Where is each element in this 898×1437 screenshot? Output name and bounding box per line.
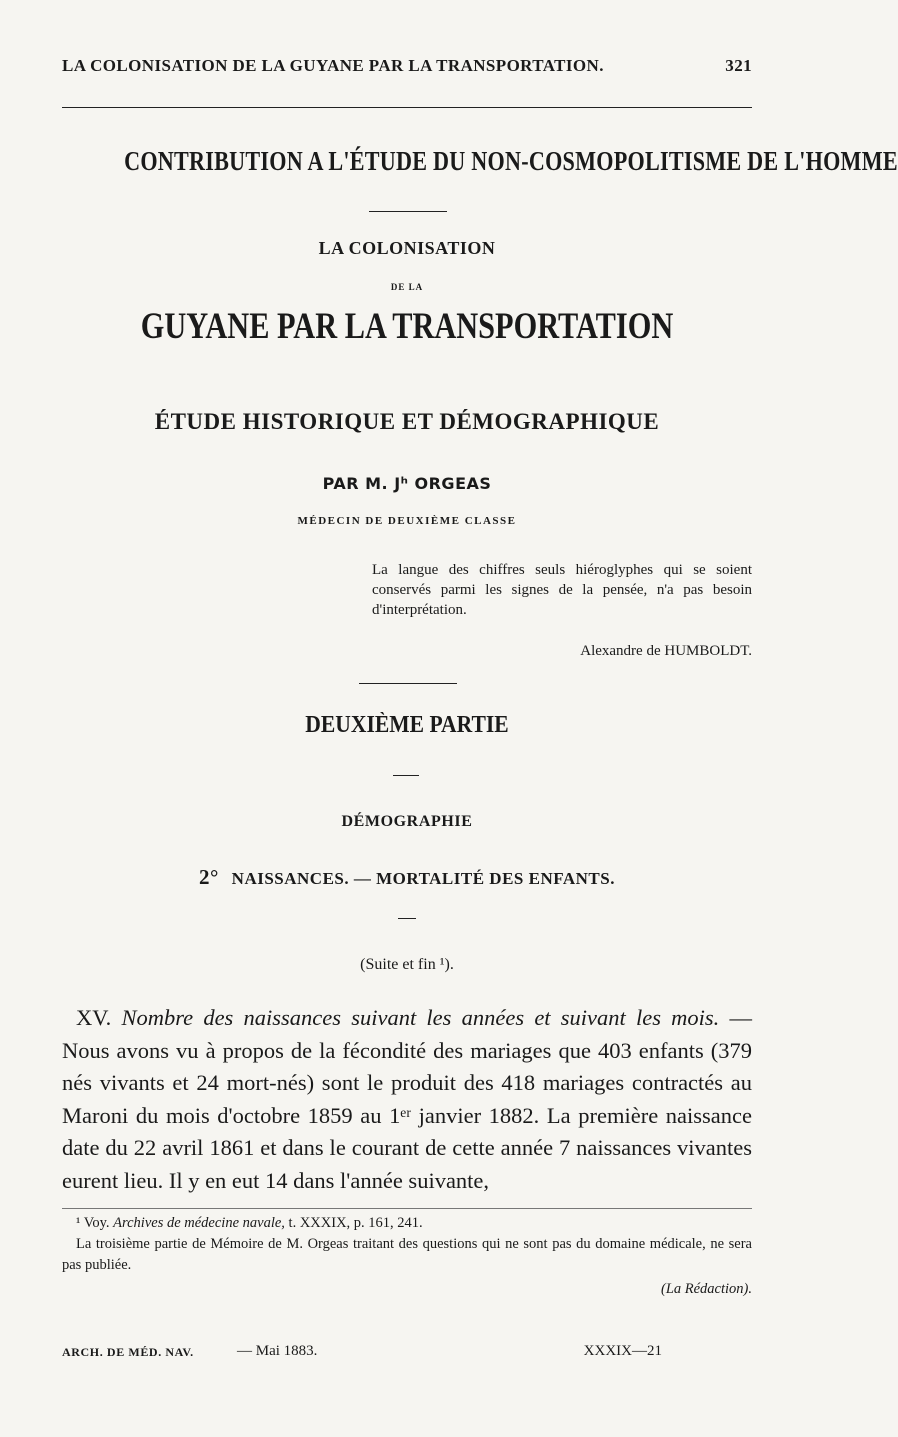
- subtitle-line-1: LA COLONISATION: [318, 238, 496, 258]
- footnote-1: [62, 1213, 752, 1234]
- epigraph: La langue des chiffres seuls hiéroglyphes qui se soient conservés parmi les signes de la pensée, n'a pas besoin d'interprétation.: [372, 562, 752, 618]
- page-footer: [62, 1343, 752, 1360]
- editor-note: (La Rédaction).: [660, 1281, 752, 1297]
- section-title: NAISSANCES. — MORTALITÉ DES ENFANTS.: [231, 869, 615, 888]
- footnote-1-marker: ¹: [76, 1215, 81, 1231]
- part-title: DEUXIÈME PARTIE: [305, 712, 509, 738]
- subtitle-de: DE LA: [390, 282, 424, 292]
- section-heading: [62, 865, 752, 890]
- paragraph-text: — Nous avons vu à propos de la fécondité des mariages que 403 enfants (379 nés vivants et 24 mort-nés) sont le produit des 418 mariages contractés au Maroni du mois d'octobre 1859 au 1ᵉʳ janvier 1882. La première naissance date du 22 avril 1861 et dans le courant de cette année 7 naissances vivantes eurent lieu. Il y en eut 14 dans l'année suivante,: [62, 1005, 753, 1193]
- footnote-1-suffix: t. XXXIX, p. 161, 241.: [284, 1215, 423, 1231]
- subtitle-line-3: ÉTUDE HISTORIQUE ET DÉMOGRAPHIQUE: [154, 409, 660, 434]
- epigraph-attribution: Alexandre de HUMBOLDT.: [580, 643, 752, 659]
- part-divider: [393, 775, 419, 776]
- body-paragraph: [62, 1002, 752, 1197]
- running-head: [62, 56, 752, 76]
- footnotes: [62, 1213, 752, 1300]
- section-number: 2°: [199, 865, 219, 889]
- section-divider: [398, 918, 416, 919]
- footer-volume: XXXIX—21: [583, 1343, 662, 1359]
- part-subtitle: DÉMOGRAPHIE: [341, 813, 473, 830]
- footnote-2: La troisième partie de Mémoire de M. Orgeas traitant des questions qui ne sont pas du domaine médicale, ne sera pas publiée.: [62, 1236, 752, 1273]
- subtitle-line-2: GUYANE PAR LA TRANSPORTATION: [140, 306, 674, 347]
- author: PAR M. Jʰ ORGEAS: [322, 474, 492, 493]
- paragraph-heading: Nombre des naissances suivant les années et suivant les mois.: [121, 1005, 720, 1030]
- author-rank: MÉDECIN DE DEUXIÈME CLASSE: [297, 515, 517, 527]
- footer-journal: ARCH. DE MÉD. NAV.: [62, 1345, 194, 1359]
- epigraph-divider: [359, 683, 457, 684]
- continuation-note: (Suite et fin ¹).: [360, 956, 454, 973]
- running-head-title: LA COLONISATION DE LA GUYANE PAR LA TRANSPORTATION.: [62, 56, 604, 75]
- paragraph-number: XV.: [76, 1005, 112, 1030]
- footnote-rule: [62, 1208, 752, 1209]
- header-rule: [62, 107, 752, 108]
- title-divider: [369, 211, 447, 212]
- main-title: CONTRIBUTION A L'ÉTUDE DU NON-COSMOPOLITISME DE L'HOMME: [124, 146, 898, 176]
- footer-date: — Mai 1883.: [237, 1343, 318, 1359]
- footnote-1-prefix: Voy.: [80, 1215, 114, 1231]
- footnote-1-journal: Archives de médecine navale,: [113, 1215, 285, 1231]
- page-number: 321: [725, 56, 752, 75]
